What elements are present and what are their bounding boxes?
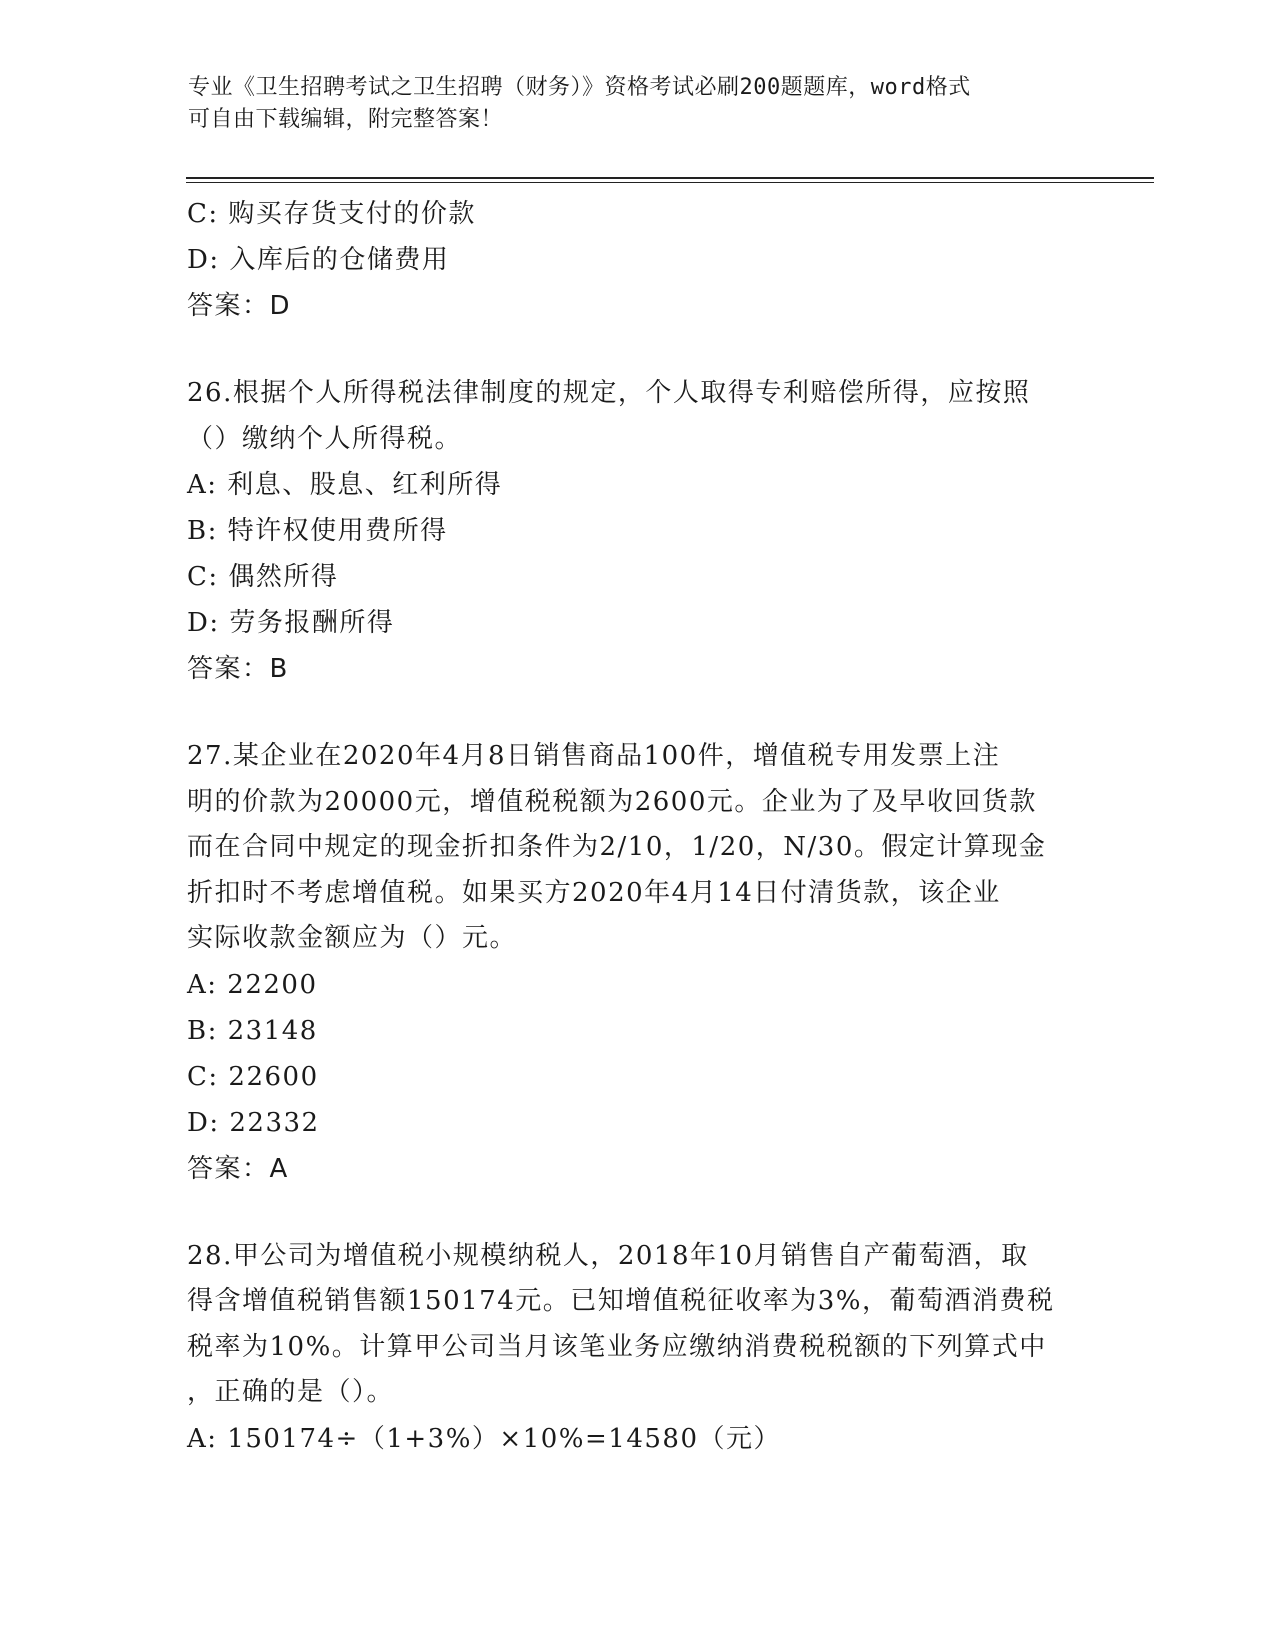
- option-a: A: 150174÷（1+3%）×10%=14580（元）: [187, 1423, 781, 1454]
- question-text-line: 26.根据个人所得税法律制度的规定，个人取得专利赔偿所得，应按照: [187, 378, 1031, 408]
- option-d: D: 劳务报酬所得: [187, 608, 395, 638]
- answer-line: 答案：B: [187, 654, 289, 684]
- question-stem: [187, 734, 1087, 962]
- question-text-line: 折扣时不考虑增值税。如果买方2020年4月14日付清货款，该企业: [187, 877, 1001, 908]
- question-stem: [187, 1234, 1087, 1416]
- option-b: B: 特许权使用费所得: [187, 516, 448, 546]
- option-c: C: 22600: [187, 1061, 319, 1092]
- question-25-tail: [187, 191, 1087, 329]
- header-title-line-2: 可自由下载编辑，附完整答案！: [188, 107, 504, 132]
- option-d: D: 入库后的仓储费用: [187, 245, 450, 275]
- question-26: [187, 371, 1087, 692]
- question-text-line: 27.某企业在2020年4月8日销售商品100件，增值税专用发票上注: [187, 741, 1001, 771]
- question-text-line: ，正确的是（）。: [187, 1377, 395, 1407]
- question-text-line: 而在合同中规定的现金折扣条件为2/10，1/20，N/30。假定计算现金: [187, 832, 1047, 862]
- question-27: [187, 734, 1087, 1192]
- question-28: [187, 1234, 1087, 1462]
- question-list: [187, 191, 1087, 1462]
- question-text-line: 得含增值税销售额150174元。已知增值税征收率为3%，葡萄酒消费税: [187, 1286, 1055, 1316]
- header-divider-thick: [186, 177, 1154, 179]
- option-d: D: 22332: [187, 1107, 320, 1138]
- option-c: C: 购买存货支付的价款: [187, 199, 476, 229]
- question-stem: [187, 371, 1087, 462]
- question-text-line: 28.甲公司为增值税小规模纳税人，2018年10月销售自产葡萄酒，取: [187, 1240, 1029, 1271]
- header-divider-thin: [186, 182, 1154, 183]
- option-c: C: 偶然所得: [187, 562, 339, 592]
- option-a: A: 利息、股息、红利所得: [187, 470, 503, 500]
- question-text-line: 明的价款为20000元，增值税税额为2600元。企业为了及早收回货款: [187, 786, 1037, 817]
- document-header: [188, 72, 1068, 136]
- option-b: B: 23148: [187, 1015, 318, 1046]
- answer-line: 答案：A: [187, 1153, 289, 1184]
- answer-line: 答案：D: [187, 291, 292, 321]
- option-a: A: 22200: [187, 969, 318, 1000]
- question-text-line: （）缴纳个人所得税。: [187, 423, 463, 454]
- question-text-line: 税率为10%。计算甲公司当月该笔业务应缴纳消费税税额的下列算式中: [187, 1331, 1047, 1362]
- header-title-line-1: 专业《卫生招聘考试之卫生招聘（财务）》资格考试必刷200题题库，word格式: [188, 75, 971, 100]
- question-text-line: 实际收款金额应为（）元。: [187, 923, 518, 953]
